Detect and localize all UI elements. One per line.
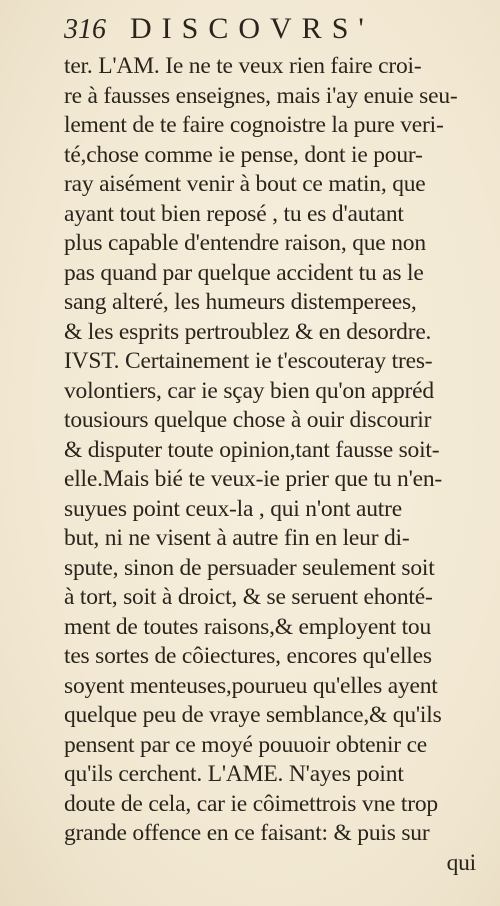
page-header [64,12,480,52]
text-line: but, ni ne visent à autre fin en leur di- [64,525,410,551]
text-line: re à fausses enseignes, mais i'ay enuie seu- [64,82,458,109]
text-line: & disputer toute opinion,tant fausse soit- [64,436,440,463]
text-line: à tort, soit à droict, & se seruent ehonté- [64,584,433,610]
text-line: elle.Mais bié te veux-ie prier que tu n'en- [64,466,443,492]
text-line: ayant tout bien reposé , tu es d'autant [64,200,404,227]
running-title: DISCOVRS' [130,12,374,45]
text-line: sang alteré, les humeurs distemperees, [64,289,417,315]
text-line: ment de toutes raisons,& employent tou [64,613,432,640]
text-line: spute, sinon de persuader seulement soit [64,554,435,581]
page-number: 316 [64,14,106,45]
body-text [64,52,476,878]
text-line: plus capable d'entendre raison, que non [64,230,426,256]
text-line: lement de te faire cognoistre la pure veri- [64,112,444,138]
text-line: IVST. Certainement ie t'escouteray tres- [64,348,433,374]
text-line: grande offence en ce faisant: & puis sur [64,820,430,846]
text-line: pensent par ce moyé pouuoir obtenir ce [64,731,428,758]
text-line: tes sortes de côiectures, encores qu'elles [64,643,432,669]
text-line: pas quand par quelque accident tu as le [64,259,424,286]
text-line: qu'ils cerchent. L'AME. N'ayes point [64,761,404,787]
text-line: ter. L'AM. Ie ne te veux rien faire croi- [64,53,422,79]
text-line: & les esprits pertroublez & en desordre. [64,318,432,345]
text-line: soyent menteuses,pourueu qu'elles ayent [64,672,438,699]
text-line: tousiours quelque chose à ouir discourir [64,407,432,433]
text-line: quelque peu de vraye semblance,& qu'ils [64,702,442,728]
text-line: doute de cela, car ie côimettrois vne trop [64,790,438,817]
text-line: volontiers, car ie sçay bien qu'on appréd [64,377,434,404]
text-line: suyues point ceux-la , qui n'ont autre [64,495,402,522]
text-line: ray aisément venir à bout ce matin, que [64,171,426,197]
text-line: té,chose comme ie pense, dont ie pour- [64,141,423,168]
catchword: qui [446,849,476,876]
